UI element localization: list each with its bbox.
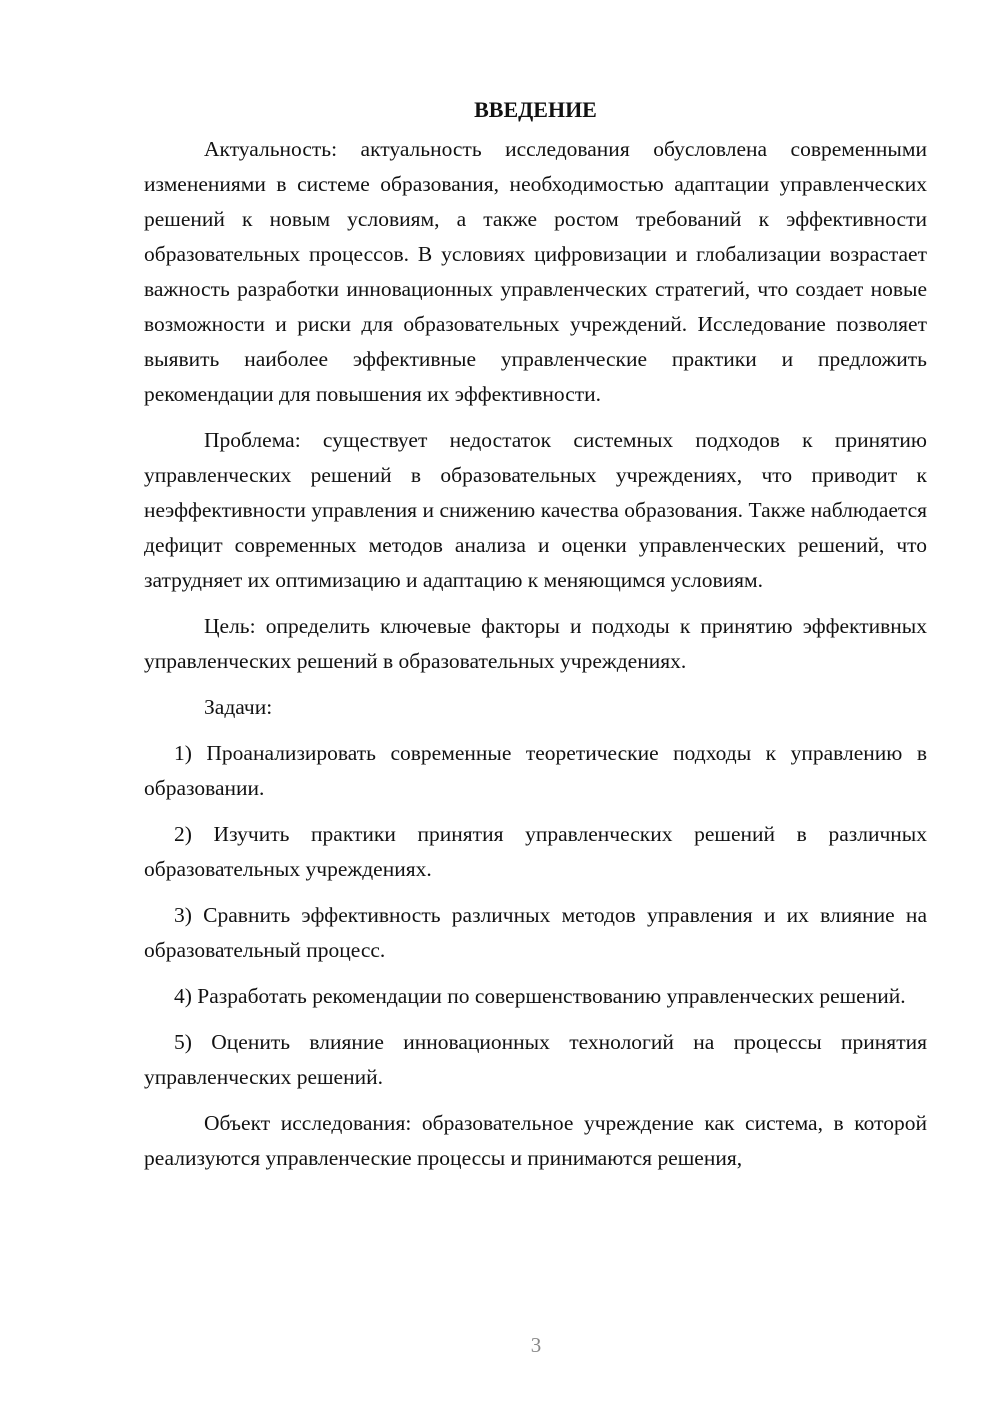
page-number: 3 xyxy=(530,1333,542,1357)
task-item-1: 1) Проанализировать современные теоретические подходы к управлению в образовании. xyxy=(144,741,927,800)
task-item-2: 2) Изучить практики принятия управленческих решений в различных образовательных учреждениях. xyxy=(144,822,927,881)
paragraph-problem: Проблема: существует недостаток системных подходов к принятию управленческих решений в образовательных учреждениях, что приводит к неэффективности управления и снижению качества образования. Также наблюдается дефицит современных методов анализа и оценки управленческих решений, что затрудняет их оптимизацию и адаптацию к меняющимся условиям. xyxy=(144,428,927,592)
paragraph-goal: Цель: определить ключевые факторы и подходы к принятию эффективных управленческих решений в образовательных учреждениях. xyxy=(144,614,927,673)
tasks-heading: Задачи: xyxy=(204,695,273,719)
page-content xyxy=(144,92,927,1176)
paragraph-object: Объект исследования: образовательное учреждение как система, в которой реализуются управленческие процессы и принимаются решения, xyxy=(144,1111,927,1170)
section-title: ВВЕДЕНИЕ xyxy=(474,97,597,122)
task-item-4: 4) Разработать рекомендации по совершенствованию управленческих решений. xyxy=(174,984,906,1008)
task-item-5: 5) Оценить влияние инновационных технологий на процессы принятия управленческих решений. xyxy=(144,1030,927,1089)
paragraph-relevance: Актуальность: актуальность исследования обусловлена современными изменениями в системе образования, необходимостью адаптации управленческих решений к новым условиям, а также ростом требований к эффективности образовательных процессов. В условиях цифровизации и глобализации возрастает важность разработки инновационных управленческих стратегий, что создает новые возможности и риски для образовательных учреждений. Исследование позволяет выявить наиболее эффективные управленческие практики и предложить рекомендации для повышения их эффективности. xyxy=(144,137,927,406)
task-item-3: 3) Сравнить эффективность различных методов управления и их влияние на образовательный процесс. xyxy=(144,903,927,962)
